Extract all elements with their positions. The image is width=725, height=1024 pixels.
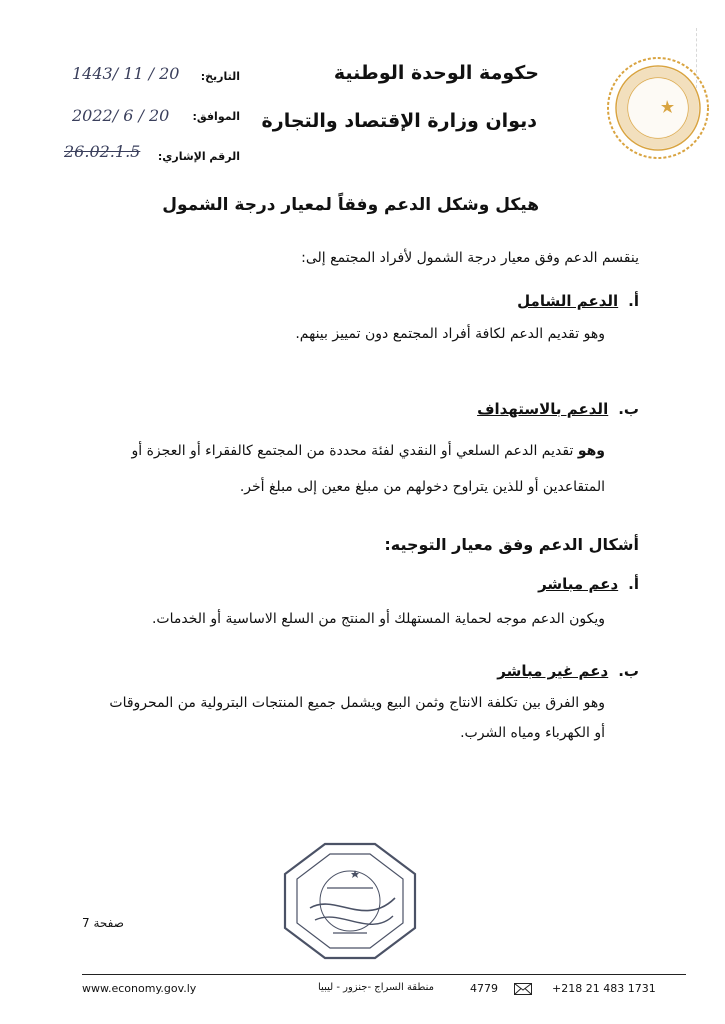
- item-b-lead: وهو: [577, 443, 605, 459]
- government-title: حكومة الوحدة الوطنية: [333, 62, 539, 84]
- ministry-emblem-icon: [603, 48, 713, 170]
- hijri-date-value: 1443/ 11 / 20: [72, 64, 180, 83]
- item-c-title: دعم مباشر: [538, 575, 619, 593]
- footer-address: منطقة السراج -جنزور - ليبيا: [318, 982, 434, 993]
- item-a-text: وهو تقديم الدعم لكافة أفراد المجتمع دون تمييز بينهم.: [295, 326, 605, 342]
- section-2-title: أشكال الدعم وفق معيار التوجيه:: [384, 535, 639, 554]
- item-c-heading: [538, 575, 639, 593]
- ministry-title: ديوان وزارة الإقتصاد والتجارة: [261, 110, 537, 132]
- item-d-heading: [497, 662, 639, 680]
- date-label: التاريخ:: [200, 70, 240, 83]
- reference-number-label: الرقم الإشاري:: [157, 150, 240, 163]
- item-d-paragraph: وهو الفرق بين تكلفة الانتاج وثمن البيع ويشمل جميع المنتجات البترولية من المحروقات أو الكهرباء ومياه الشرب.: [109, 695, 605, 741]
- item-d-marker: ب.: [618, 662, 639, 680]
- footer-phone: +218 21 483 1731: [552, 982, 656, 995]
- official-seal-icon: [275, 838, 425, 963]
- document-title: هيكل وشكل الدعم وفقاً لمعيار درجة الشمول: [162, 195, 539, 215]
- footer-divider: [82, 974, 686, 975]
- item-a-title: الدعم الشامل: [517, 292, 619, 310]
- item-b-paragraph: [115, 433, 605, 505]
- item-b-heading: [477, 400, 639, 418]
- envelope-icon: [514, 983, 532, 995]
- item-d-title: دعم غير مباشر: [497, 662, 609, 680]
- footer-website: www.economy.gov.ly: [82, 982, 197, 995]
- page-number: صفحة 7: [82, 916, 124, 930]
- item-b-title: الدعم بالاستهداف: [477, 400, 609, 418]
- footer-pobox: 4779: [470, 982, 498, 995]
- item-b-marker: ب.: [618, 400, 639, 418]
- item-c-marker: أ.: [628, 575, 639, 593]
- item-a-heading: [517, 292, 639, 310]
- intro-paragraph: ينقسم الدعم وفق معيار درجة الشمول لأفراد المجتمع إلى:: [301, 250, 639, 266]
- gregorian-date-value: 2022/ 6 / 20: [72, 106, 170, 125]
- item-a-marker: أ.: [628, 292, 639, 310]
- corresponding-date-label: الموافق:: [192, 110, 240, 123]
- item-c-paragraph: ويكون الدعم موجه لحماية المستهلك أو المنتج من السلع الاساسية أو الخدمات.: [151, 611, 605, 627]
- reference-number-value: 26.02.1.5: [64, 142, 141, 161]
- item-b-text: تقديم الدعم السلعي أو النقدي لفئة محددة من المجتمع كالفقراء أو العجزة أو المتقاعدين أو للذين يتراوح دخولهم من مبلغ معين إلى مبلغ أخر.: [131, 443, 605, 495]
